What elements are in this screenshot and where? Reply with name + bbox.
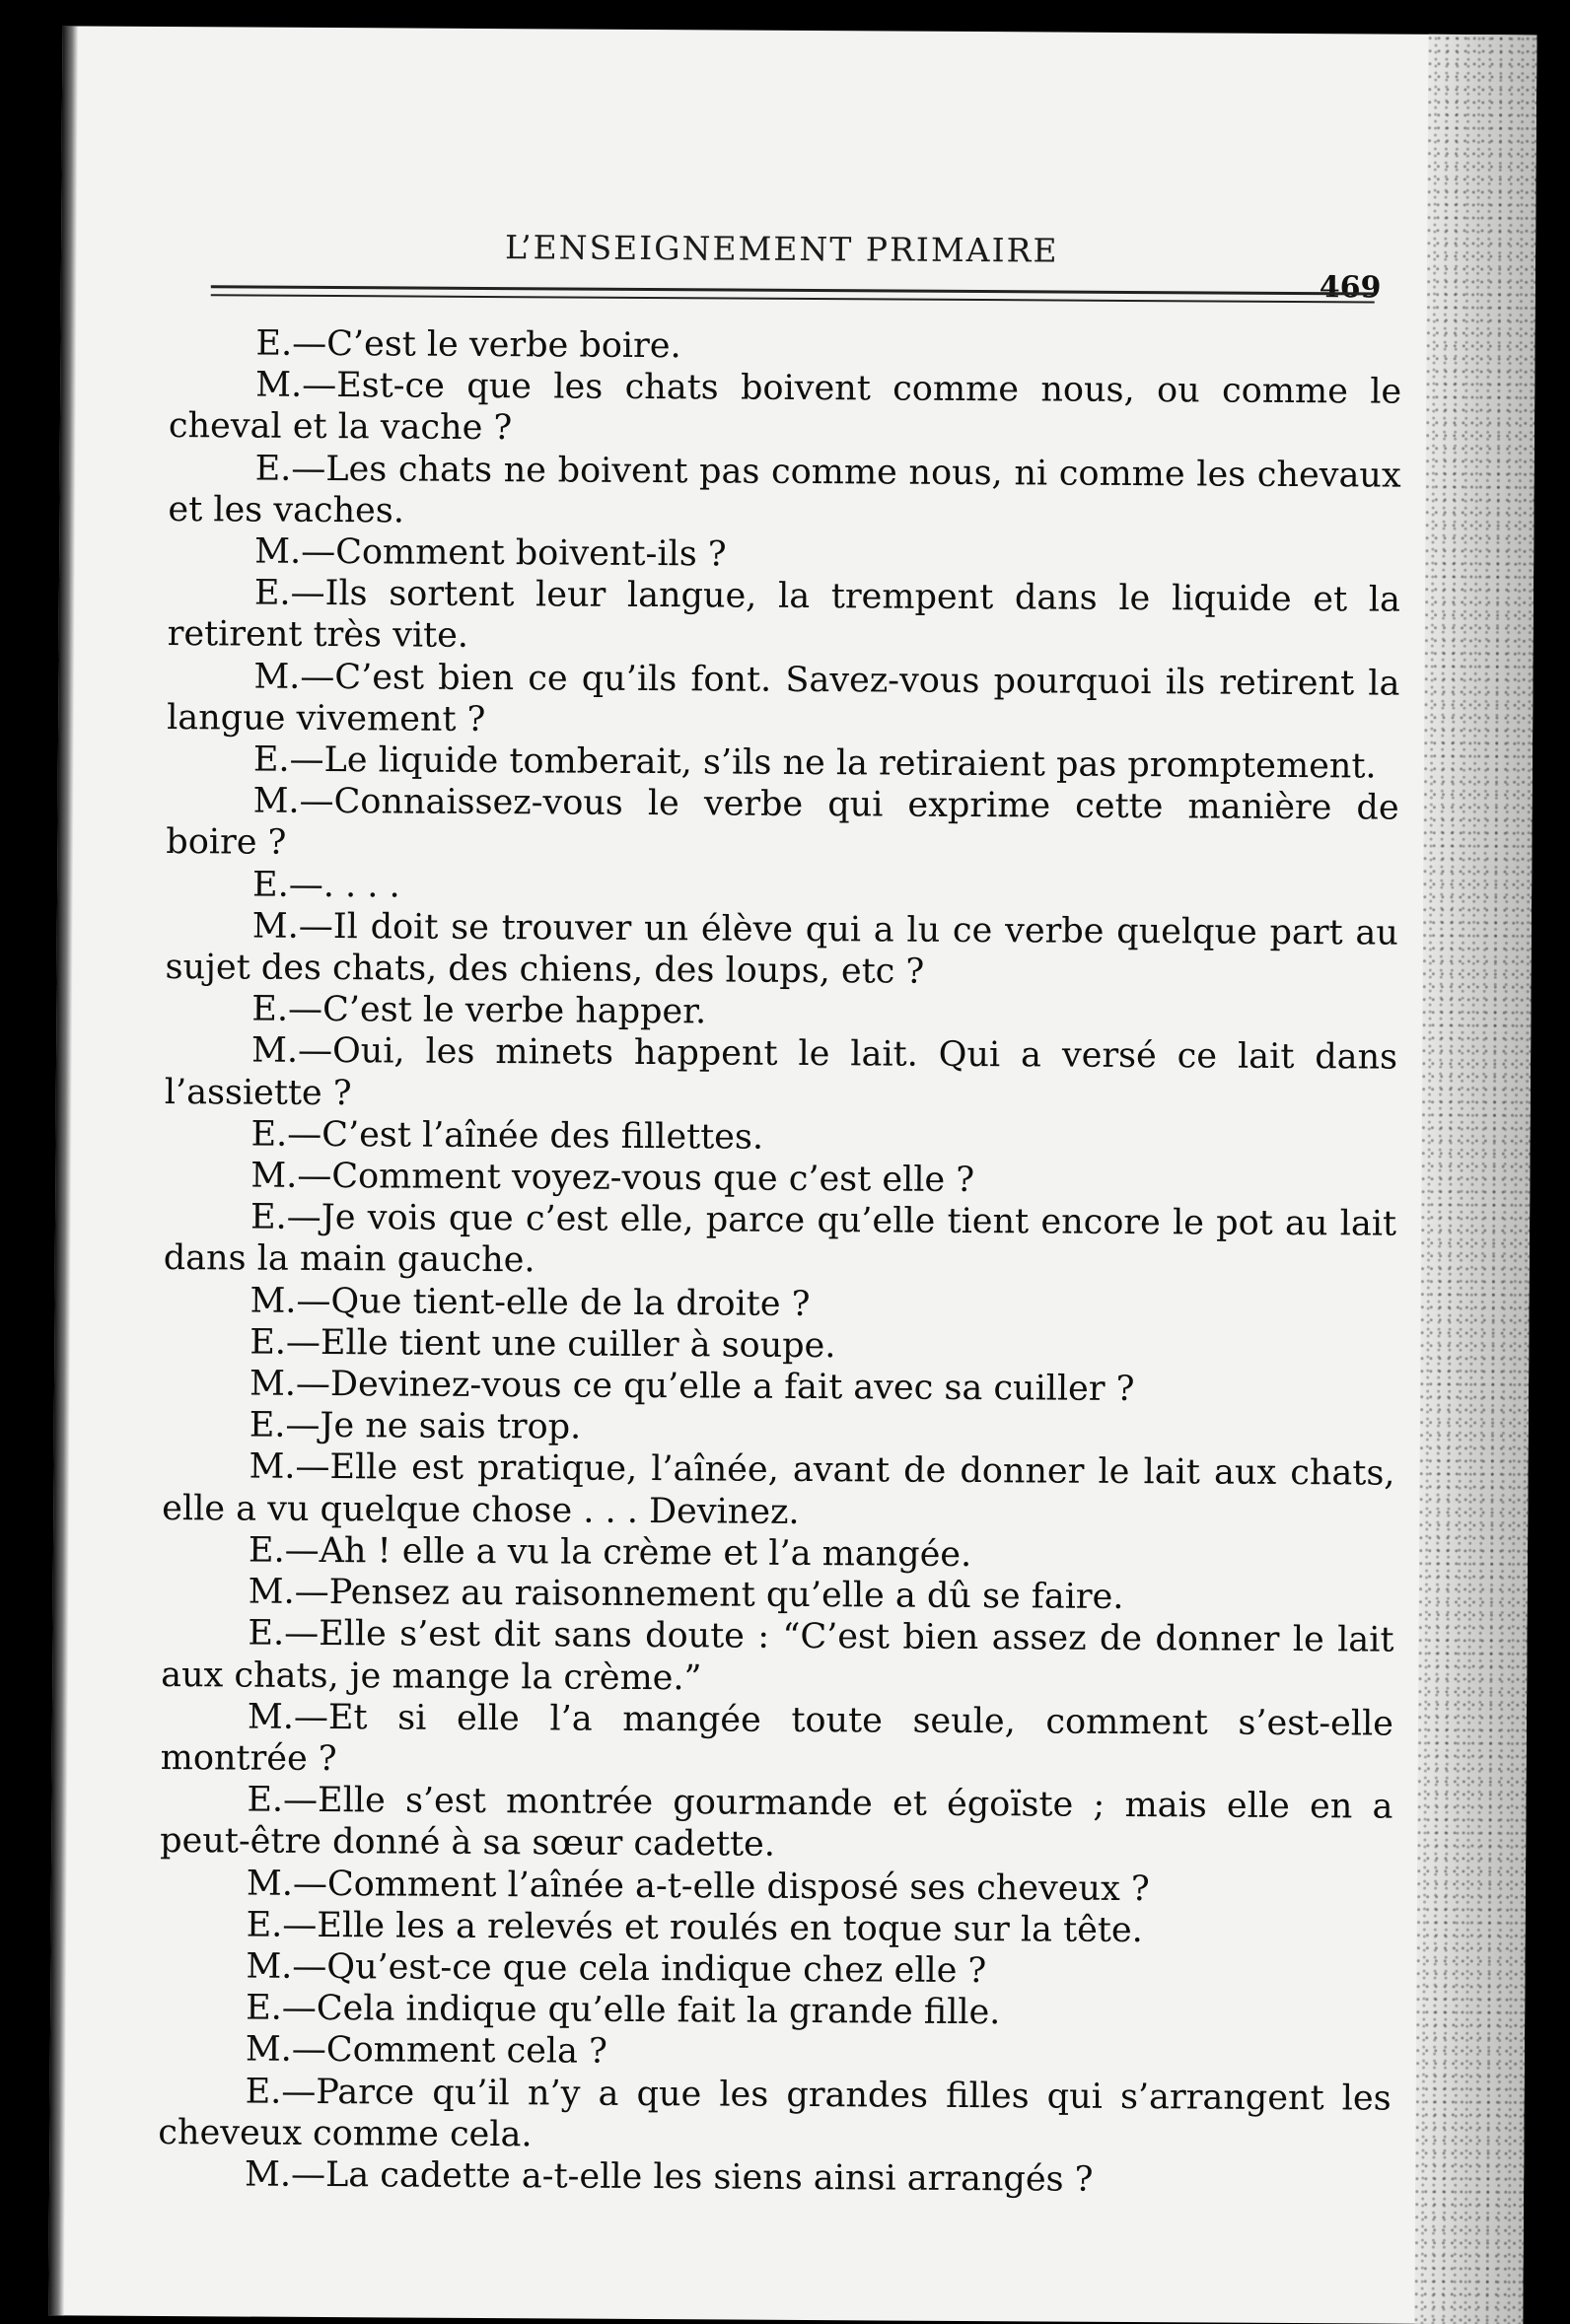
dialogue-paragraph: M.—Oui, les minets happent le lait. Qui a versé ce lait dans l’assiette ? — [164, 1030, 1398, 1113]
dialogue-paragraph: M.—C’est bien ce qu’ils font. Savez-vous pourquoi ils retirent la langue vivement ? — [167, 657, 1400, 739]
dialogue-paragraph: M.—Comment boivent-ils ? — [254, 531, 727, 575]
dialogue-paragraph: M.—Que tient-elle de la droite ? — [250, 1281, 811, 1324]
header-rule-thin — [211, 294, 1375, 303]
dialogue-paragraph: E.—Ah ! elle a vu la crème et l’a mangée. — [248, 1530, 972, 1575]
dialogue-paragraph: E.—Cela indique qu’elle fait la grande fille. — [246, 1988, 1001, 2033]
page-edge — [1414, 35, 1536, 2324]
dialogue-paragraph: M.—Pensez au raisonnement qu’elle a dû se faire. — [248, 1572, 1124, 1618]
dialogue-paragraph: M.—Il doit se trouver un élève qui a lu ce verbe quelque part au sujet des chats, des chiens, des loups, etc ? — [165, 906, 1398, 992]
dialogue-paragraph: E.—C’est l’aînée des fillettes. — [250, 1114, 764, 1158]
dialogue-paragraph: E.—Je vois que c’est elle, parce qu’elle tient encore le pot au lait dans la main gauche. — [163, 1197, 1397, 1281]
dialogue-paragraph: E.—Parce qu’il n’y a que les grandes filles qui s’arrangent les cheveux comme cela. — [158, 2072, 1392, 2155]
binding-shadow — [48, 26, 78, 2315]
dialogue-paragraph: M.—Est-ce que les chats boivent comme nous, ou comme le cheval et la vache ? — [168, 365, 1402, 449]
dialogue-paragraph: M.—Et si elle l’a mangée toute seule, comment s’est-elle montrée ? — [160, 1697, 1394, 1779]
dialogue-paragraph: E.—Elle s’est montrée gourmande et égoïste ; mais elle en a peut-être donné à sa sœur cadette. — [160, 1780, 1393, 1866]
running-head-title: L’ENSEIGNEMENT PRIMAIRE — [504, 228, 1059, 270]
scanned-page — [48, 26, 1536, 2324]
dialogue-paragraph: E.—C’est le verbe happer. — [251, 989, 707, 1032]
dialogue-paragraph: E.—Elle les a relevés et roulés en toque sur la tête. — [246, 1905, 1143, 1950]
dialogue-paragraph: M.—Devinez-vous ce qu’elle a fait avec sa cuiller ? — [249, 1364, 1135, 1410]
dialogue-paragraph: E.—Je ne sais trop. — [249, 1405, 582, 1447]
dialogue-paragraph: E.—Elle tient une cuiller à soupe. — [250, 1322, 836, 1367]
dialogue-paragraph: M.—Comment voyez-vous que c’est elle ? — [250, 1156, 975, 1201]
page-number: 469 — [1319, 270, 1382, 306]
dialogue-paragraph: E.—Ils sortent leur langue, la trempent dans le liquide et la retirent très vite. — [167, 573, 1401, 657]
dialogue-paragraph: M.—Connaissez-vous le verbe qui exprime cette manière de boire ? — [166, 781, 1399, 864]
dialogue-paragraph: E.—Les chats ne boivent pas comme nous, ni comme les chevaux et les vaches. — [168, 449, 1401, 531]
dialogue-paragraph: M.—Elle est pratique, l’aînée, avant de donner le lait aux chats, elle a vu quelque chose . . . Devinez. — [162, 1447, 1395, 1532]
dialogue-paragraph: M.—La cadette a-t-elle les siens ainsi arrangés ? — [244, 2154, 1094, 2200]
dialogue-body — [158, 322, 1402, 2203]
running-head — [150, 206, 1412, 306]
dialogue-paragraph: M.—Comment l’aînée a-t-elle disposé ses cheveux ? — [246, 1864, 1150, 1909]
header-rule — [211, 285, 1375, 295]
dialogue-paragraph: M.—Comment cela ? — [245, 2029, 607, 2073]
dialogue-paragraph: E.—. . . . — [251, 865, 400, 906]
dialogue-paragraph: M.—Qu’est-ce que cela indique chez elle ? — [246, 1946, 987, 1992]
dialogue-paragraph: E.—C’est le verbe boire. — [255, 323, 681, 367]
dialogue-paragraph: E.—Elle s’est dit sans doute : “C’est bien assez de donner le lait aux chats, je mange la crème.” — [161, 1613, 1394, 1698]
dialogue-paragraph: E.—Le liquide tomberait, s’ils ne la retiraient pas promptement. — [252, 739, 1377, 787]
